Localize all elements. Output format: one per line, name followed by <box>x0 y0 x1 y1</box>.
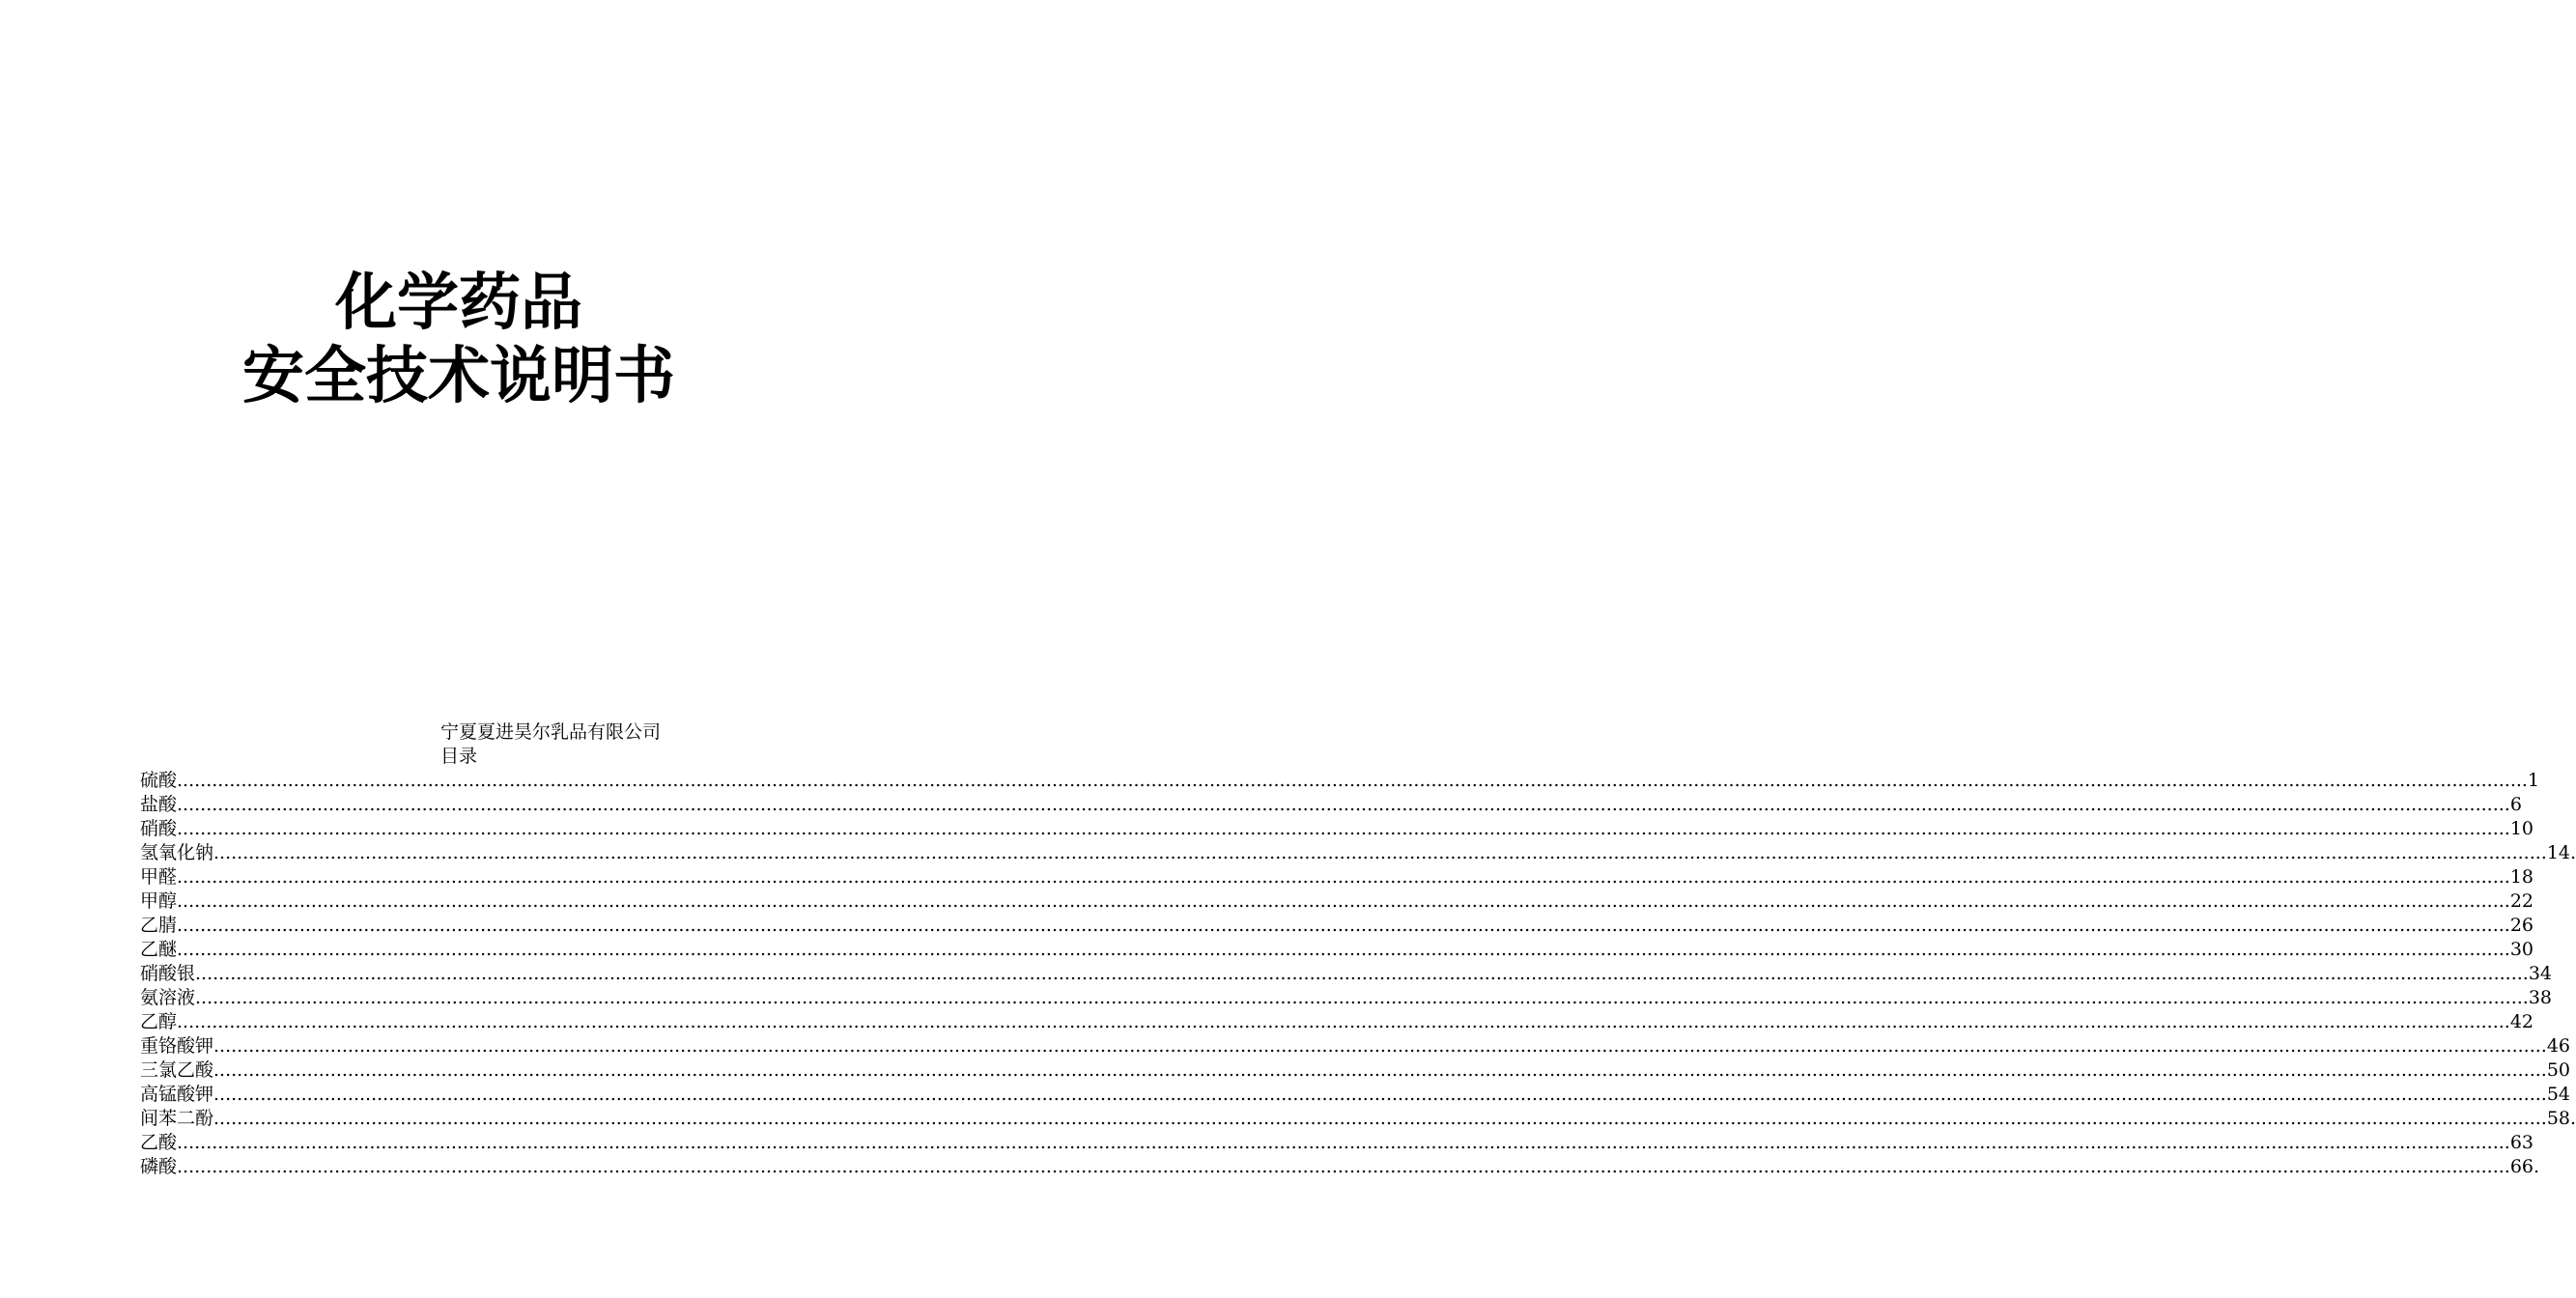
toc-entry <box>140 1034 2571 1058</box>
toc-leader-dots: ................................................................................................................................................................................................................................................................................................................................................................................................................ <box>213 1059 2547 1081</box>
toc-entry-page: 30 <box>2509 939 2534 960</box>
toc-entry <box>140 793 2522 817</box>
table-of-contents <box>140 769 2576 1179</box>
toc-entry-name: 重铬酸钾 <box>140 1035 214 1057</box>
toc-entry <box>140 1083 2571 1107</box>
toc-entry <box>140 865 2534 889</box>
toc-entry <box>140 817 2534 841</box>
toc-entry-name: 硝酸 <box>140 818 178 839</box>
toc-entry-page: 54 <box>2546 1084 2571 1105</box>
toc-entry-page: 10 <box>2509 818 2534 839</box>
toc-leader-dots: ................................................................................................................................................................................................................................................................................................................................................................................................................ <box>195 963 2529 984</box>
toc-entry <box>140 938 2534 962</box>
toc-leader-dots: ................................................................................................................................................................................................................................................................................................................................................................................................................ <box>195 987 2529 1008</box>
toc-entry-name: 三氯乙酸 <box>140 1059 214 1081</box>
toc-entry-name: 甲醛 <box>140 866 178 888</box>
toc-entry-page: 22 <box>2509 890 2534 912</box>
toc-entry-page: 14. <box>2546 842 2576 863</box>
toc-entry <box>140 841 2576 865</box>
toc-entry-page: 63 <box>2509 1132 2534 1153</box>
toc-entry-page: ...1 <box>2509 770 2540 791</box>
toc-entry-name: 乙醇 <box>140 1011 178 1032</box>
toc-leader-dots: ................................................................................................................................................................................................................................................................................................................................................................................................................ <box>213 1035 2547 1057</box>
toc-entry-page: 6 <box>2509 794 2522 815</box>
toc-entry <box>140 889 2534 914</box>
toc-entry-name: 甲醇 <box>140 890 178 912</box>
toc-leader-dots: ................................................................................................................................................................................................................................................................................................................................................................................................................ <box>177 1011 2510 1032</box>
toc-entry-page: 18 <box>2509 866 2534 888</box>
toc-entry-page: 46 <box>2546 1035 2571 1057</box>
toc-entry <box>140 769 2540 793</box>
toc-leader-dots: ................................................................................................................................................................................................................................................................................................................................................................................................................ <box>177 890 2510 912</box>
document-title-line-2: 安全技术说明书 <box>242 341 675 412</box>
company-name: 宁夏夏进昊尔乳品有限公司 <box>440 721 662 743</box>
toc-leader-dots: ................................................................................................................................................................................................................................................................................................................................................................................................................ <box>177 1156 2510 1177</box>
toc-entry-page: 42 <box>2509 1011 2534 1032</box>
toc-entry-name: 乙腈 <box>140 915 178 936</box>
toc-leader-dots: ................................................................................................................................................................................................................................................................................................................................................................................................................ <box>213 842 2547 863</box>
toc-entry-name: 乙醚 <box>140 939 178 960</box>
toc-entry <box>140 986 2553 1010</box>
toc-entry-name: 硫酸 <box>140 770 178 791</box>
toc-entry-page: 50 <box>2546 1059 2571 1081</box>
toc-leader-dots: ................................................................................................................................................................................................................................................................................................................................................................................................................ <box>213 1084 2547 1105</box>
toc-entry-page: 66. <box>2509 1156 2540 1177</box>
toc-leader-dots: ................................................................................................................................................................................................................................................................................................................................................................................................................ <box>213 1108 2547 1129</box>
toc-entry-name: 氨溶液 <box>140 987 196 1008</box>
toc-entry-name: 氢氧化钠 <box>140 842 214 863</box>
toc-entry-name: 硝酸银 <box>140 963 196 984</box>
toc-entry <box>140 1131 2534 1155</box>
toc-entry <box>140 962 2553 986</box>
toc-entry-name: 盐酸 <box>140 794 178 815</box>
toc-heading: 目录 <box>440 746 478 767</box>
toc-leader-dots: ................................................................................................................................................................................................................................................................................................................................................................................................................ <box>177 1132 2510 1153</box>
toc-entry <box>140 1155 2540 1179</box>
toc-entry-page: 34 <box>2528 963 2553 984</box>
toc-entry <box>140 1107 2576 1131</box>
toc-entry-page: 38 <box>2528 987 2553 1008</box>
toc-entry <box>140 914 2534 938</box>
toc-leader-dots: ................................................................................................................................................................................................................................................................................................................................................................................................................ <box>177 794 2510 815</box>
document-title-line-1: 化学药品 <box>335 268 582 339</box>
toc-entry <box>140 1010 2534 1034</box>
toc-entry-page: 26 <box>2509 915 2534 936</box>
toc-leader-dots: ................................................................................................................................................................................................................................................................................................................................................................................................................ <box>177 866 2510 888</box>
toc-leader-dots: ................................................................................................................................................................................................................................................................................................................................................................................................................ <box>177 939 2510 960</box>
toc-entry-page: 58. <box>2546 1108 2576 1129</box>
toc-leader-dots: ................................................................................................................................................................................................................................................................................................................................................................................................................ <box>177 915 2510 936</box>
toc-entry-name: 高锰酸钾 <box>140 1084 214 1105</box>
toc-leader-dots: ................................................................................................................................................................................................................................................................................................................................................................................................................ <box>177 818 2510 839</box>
toc-entry-name: 磷酸 <box>140 1156 178 1177</box>
toc-entry-name: 乙酸 <box>140 1132 178 1153</box>
toc-entry-name: 间苯二酚 <box>140 1108 214 1129</box>
toc-leader-dots: ................................................................................................................................................................................................................................................................................................................................................................................................................ <box>177 770 2510 791</box>
toc-entry <box>140 1058 2571 1083</box>
